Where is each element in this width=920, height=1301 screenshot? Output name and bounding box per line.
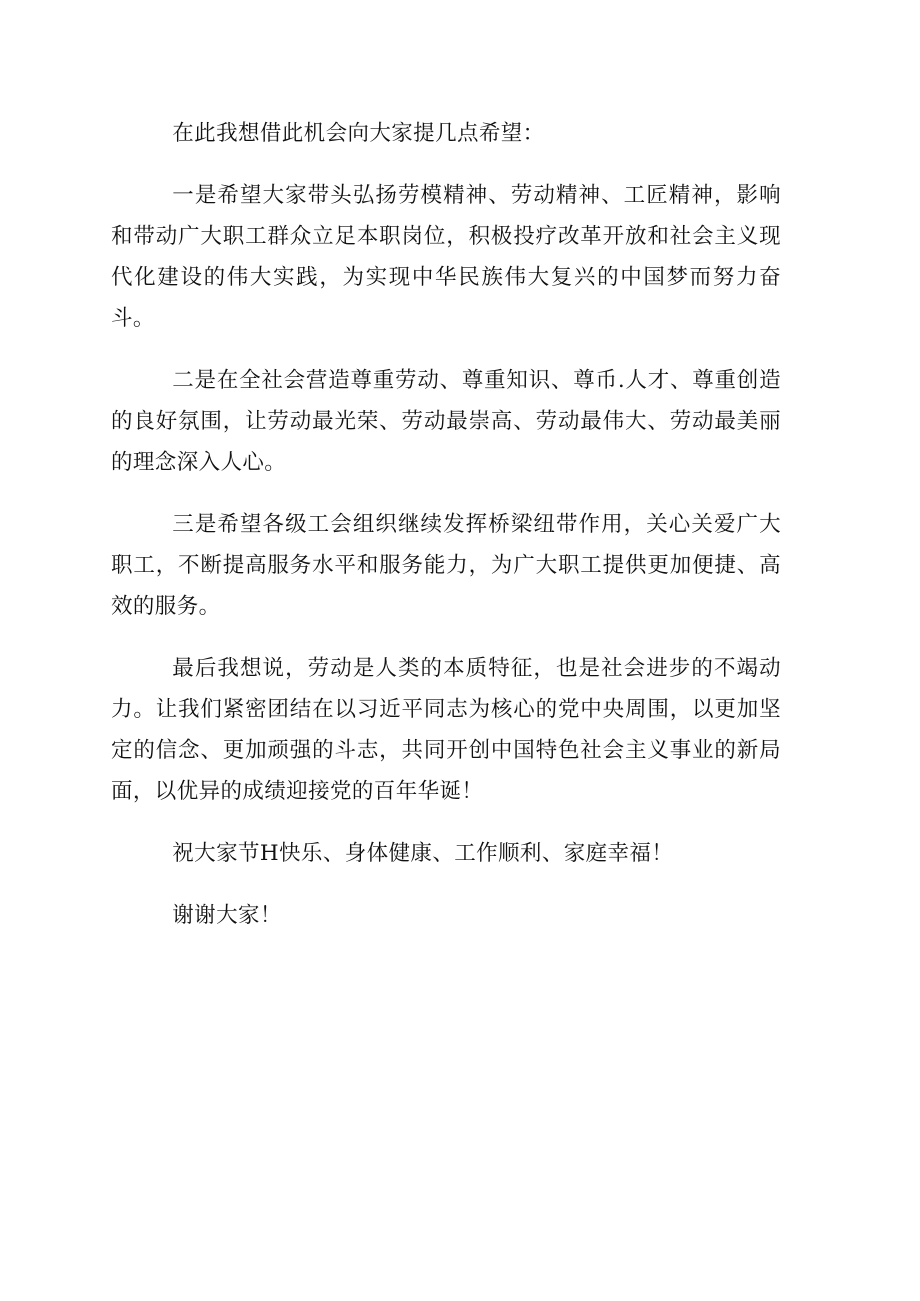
paragraph-wishes: 祝大家节H快乐、身体健康、工作顺利、家庭幸福！ (172, 841, 674, 866)
paragraph-closing: 最后我想说，劳动是人类的本质特征，也是社会进步的不竭动力。让我们紧密团结在以习近平同志为核心的党中央周围，以更加坚定的信念、更加顽强的斗志，共同开创中国特色社会主义事业的新局面，以优异的成绩迎接党的百年华诞！ (111, 656, 781, 804)
paragraph-intro: 在此我想借此机会向大家提几点希望： (172, 121, 545, 146)
document-body (111, 113, 781, 957)
paragraph-thanks: 谢谢大家！ (172, 903, 282, 928)
paragraph-hope-two: 二是在全社会营造尊重劳动、尊重知识、尊币.人才、尊重创造的良好氛围，让劳动最光荣、劳动最崇高、劳动最伟大、劳动最美丽的理念深入人心。 (111, 368, 781, 475)
paragraph-hope-three: 三是希望各级工会组织继续发挥桥梁纽带作用，关心关爱广大职工，不断提高服务水平和服务能力，为广大职工提供更加便捷、高效的服务。 (111, 512, 781, 619)
paragraph-hope-one: 一是希望大家带头弘扬劳模精神、劳动精神、工匠精神，影响和带动广大职工群众立足本职岗位，积极投疗改革开放和社会主义现代化建设的伟大实践，为实现中华民族伟大复兴的中国梦而努力奋斗。 (111, 183, 781, 331)
